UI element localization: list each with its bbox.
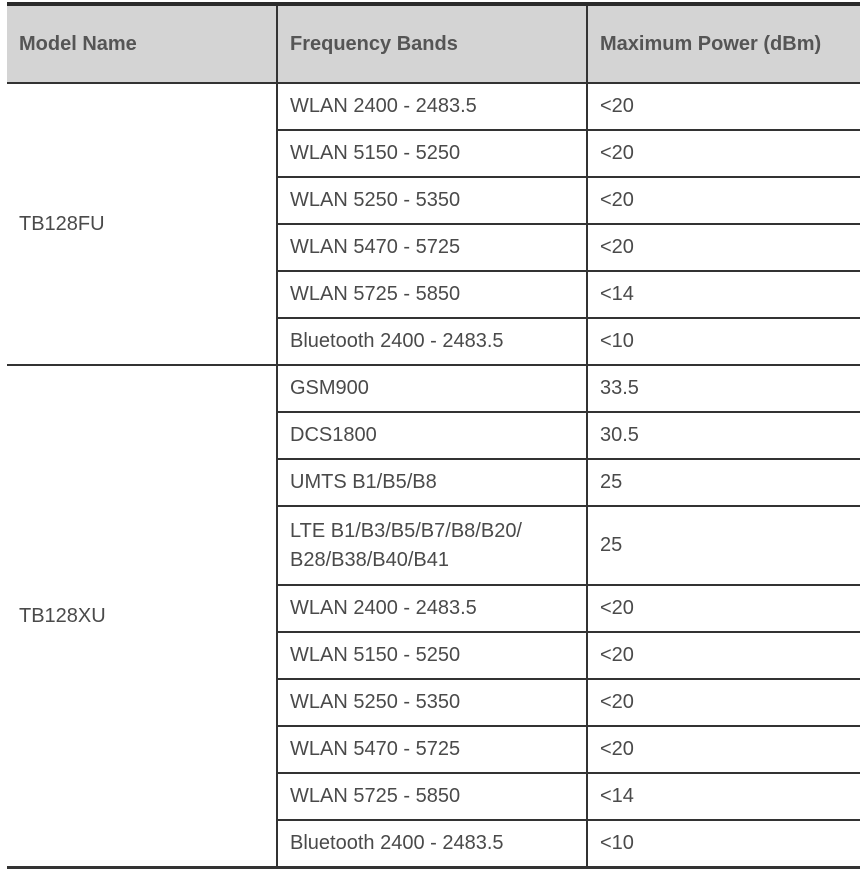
power-cell: <20 — [587, 632, 860, 679]
band-cell: WLAN 5470 - 5725 — [277, 726, 587, 773]
power-cell: 33.5 — [587, 365, 860, 412]
band-cell: DCS1800 — [277, 412, 587, 459]
power-cell: 30.5 — [587, 412, 860, 459]
power-cell: <10 — [587, 820, 860, 868]
power-cell: <20 — [587, 726, 860, 773]
table-row — [7, 365, 860, 412]
model-cell: TB128XU — [7, 365, 277, 868]
power-cell: <20 — [587, 177, 860, 224]
power-cell: <20 — [587, 83, 860, 130]
band-cell: WLAN 5250 - 5350 — [277, 679, 587, 726]
power-cell: <14 — [587, 271, 860, 318]
frequency-power-table — [7, 2, 860, 869]
power-cell: <14 — [587, 773, 860, 820]
band-cell: Bluetooth 2400 - 2483.5 — [277, 318, 587, 365]
band-cell: WLAN 5150 - 5250 — [277, 632, 587, 679]
power-cell: <20 — [587, 679, 860, 726]
band-cell: GSM900 — [277, 365, 587, 412]
band-cell: WLAN 2400 - 2483.5 — [277, 83, 587, 130]
power-cell: <20 — [587, 224, 860, 271]
header-frequency-bands: Frequency Bands — [277, 4, 587, 83]
header-maximum-power: Maximum Power (dBm) — [587, 4, 860, 83]
band-cell: WLAN 5470 - 5725 — [277, 224, 587, 271]
table-row — [7, 83, 860, 130]
model-cell: TB128FU — [7, 83, 277, 365]
band-cell: WLAN 2400 - 2483.5 — [277, 585, 587, 632]
header-row — [7, 4, 860, 83]
power-cell: 25 — [587, 459, 860, 506]
band-cell: Bluetooth 2400 - 2483.5 — [277, 820, 587, 868]
power-cell: <10 — [587, 318, 860, 365]
band-cell: WLAN 5725 - 5850 — [277, 271, 587, 318]
band-cell: WLAN 5150 - 5250 — [277, 130, 587, 177]
power-cell: <20 — [587, 130, 860, 177]
power-cell: 25 — [587, 506, 860, 585]
band-cell: WLAN 5250 - 5350 — [277, 177, 587, 224]
band-cell: UMTS B1/B5/B8 — [277, 459, 587, 506]
band-cell: WLAN 5725 - 5850 — [277, 773, 587, 820]
header-model-name: Model Name — [7, 4, 277, 83]
band-cell: LTE B1/B3/B5/B7/B8/B20/ B28/B38/B40/B41 — [277, 506, 587, 585]
power-cell: <20 — [587, 585, 860, 632]
